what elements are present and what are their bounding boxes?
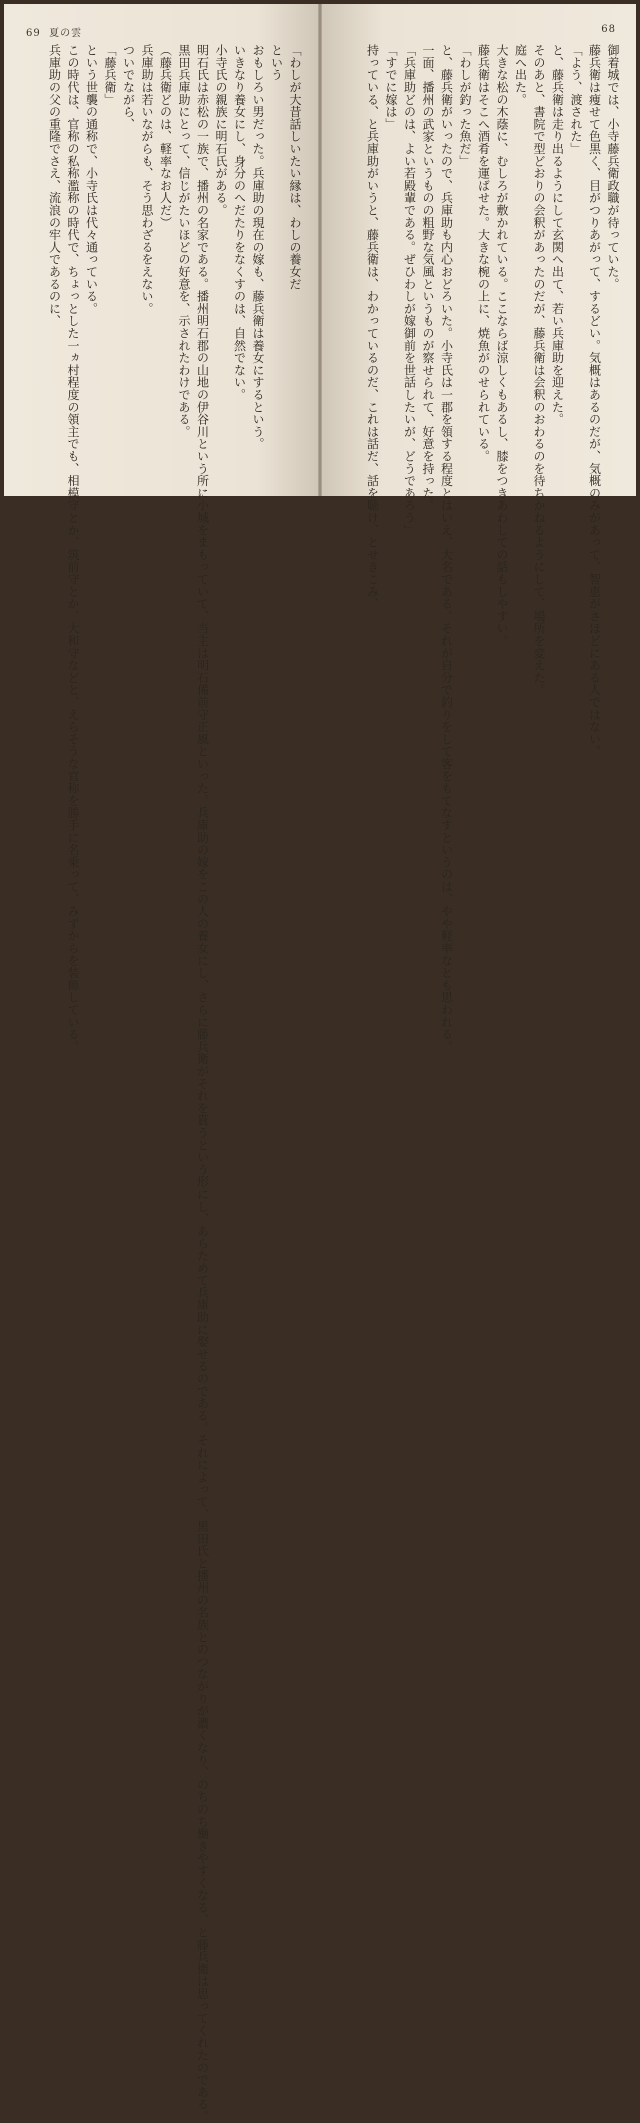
text-line: 「藤兵衛」 [103,44,117,106]
running-title: 夏の雲 [49,28,83,39]
text-line: 兵庫助は若いながらも、そう思わざるをえない。 [140,44,154,315]
text-line: 「わしが大昔話しいたい縁は、わしの養女だ [288,44,302,290]
text-line: 御着城では、小寺藤兵衛政職が待っていた。 [606,44,620,290]
text-line: 「すでに嫁は」 [384,44,398,131]
text-line: 黒田兵庫助にとって、信じがたいほどの好意を、示されたわけである。 [177,44,191,438]
text-line: おもしろい男だった。兵庫助の現在の嫁も、藤兵衛は養女にするという。 [251,44,265,450]
right-page [320,4,636,1053]
text-line: ついでながら、 [121,44,136,131]
text-line: と、藤兵衛がいったので、兵庫助も内心おどろいた。小寺氏は一郡を領する程度とはいえ、大名である。それが自分で釣りをして客をもてなすというのは、やや軽率なとも思われる。 [439,44,454,1053]
left-page [4,4,320,2123]
left-page-number: 69 [26,28,41,39]
text-line: 「よう、渡された」 [569,44,583,155]
book-spread [4,4,636,2123]
right-page-number: 68 [601,24,616,35]
text-line: 「わしが釣った魚だ」 [458,44,472,167]
text-line: （藤兵衛どのは、軽率なお人だ） [158,44,173,229]
text-line: 藤兵衛は痩せて色黒く、目がつりあがって、するどい。気概はあるのだが、気概のみがあって、智恵がさほどにある人ではない。 [587,44,602,758]
text-line: 兵庫助の父の重隆でさえ、流浪の牢人であるのに、 [47,44,62,327]
text-line: いきなり養女にし、身分のへだたりをなくすのは、自然でない。 [232,44,247,401]
text-line: 「兵庫助どのは、よい若殿輩である。ぜひわしが嫁御前を世話したいが、どうであろう」 [402,44,417,536]
text-line: という世襲の通称で、小寺氏は代々通っている。 [84,44,99,315]
text-line: 小寺氏の親族に明石氏がある。 [214,44,228,217]
book-gutter [318,4,322,496]
text-line: 明石氏は赤松の一族で、播州の名家である。播州明石郡の山地の伊谷川という所に小城をまもっていて、当主は明石備前守正風といった。兵庫助の嫁をこの人の養女にし、さらに藤兵衛がそれを貰うという形にし、あらためて兵庫助に娶せるのである。それによって、黒田氏と播州の名族とのつながりが濃くなり、のちのち働きやすくなる、と藤兵衛は思ってくれたのである。 [195,44,210,2123]
text-line: という [269,44,284,81]
left-page-body [20,44,304,2123]
text-line: そのあと、書院で型どおりの会釈があったのだが、藤兵衛は会釈のおわるのを待ちかねるようにして、場所を変えた。 [532,44,546,696]
right-page-header [601,24,616,35]
text-line: 藤兵衛はそこへ酒肴を運ばせた。大きな椀の上に、焼魚がのせられている。 [476,44,491,463]
text-line: と、藤兵衛は走り出るようにして玄関へ出て、若い兵庫助を迎えた。 [550,44,565,426]
text-line: 持っている、と兵庫助がいうと、藤兵衛は、わかっているのだ、これは話だ、話を聴け、とせきこみ、 [365,44,380,610]
text-line: 一面、播州の武家というものの粗野な気風というものが察せられて、好意を持った。 [421,44,435,512]
text-line: この時代は、官称の私称濫称の時代で、ちょっとした一ヵ村程度の領主でも、相模守とか、筑前守とか、大和守などと、えらそうな官称を勝手に名乗って、みずからを装飾している。 [66,44,80,1053]
right-page-body [340,44,622,1053]
text-line: 大きな松の木蔭に、むしろが敷かれている。ここならば涼しくもあるし、膝をつきあわしての話もしやすい。 [495,44,509,647]
text-line: 庭へ出た。 [513,44,528,106]
left-page-header [26,24,82,39]
